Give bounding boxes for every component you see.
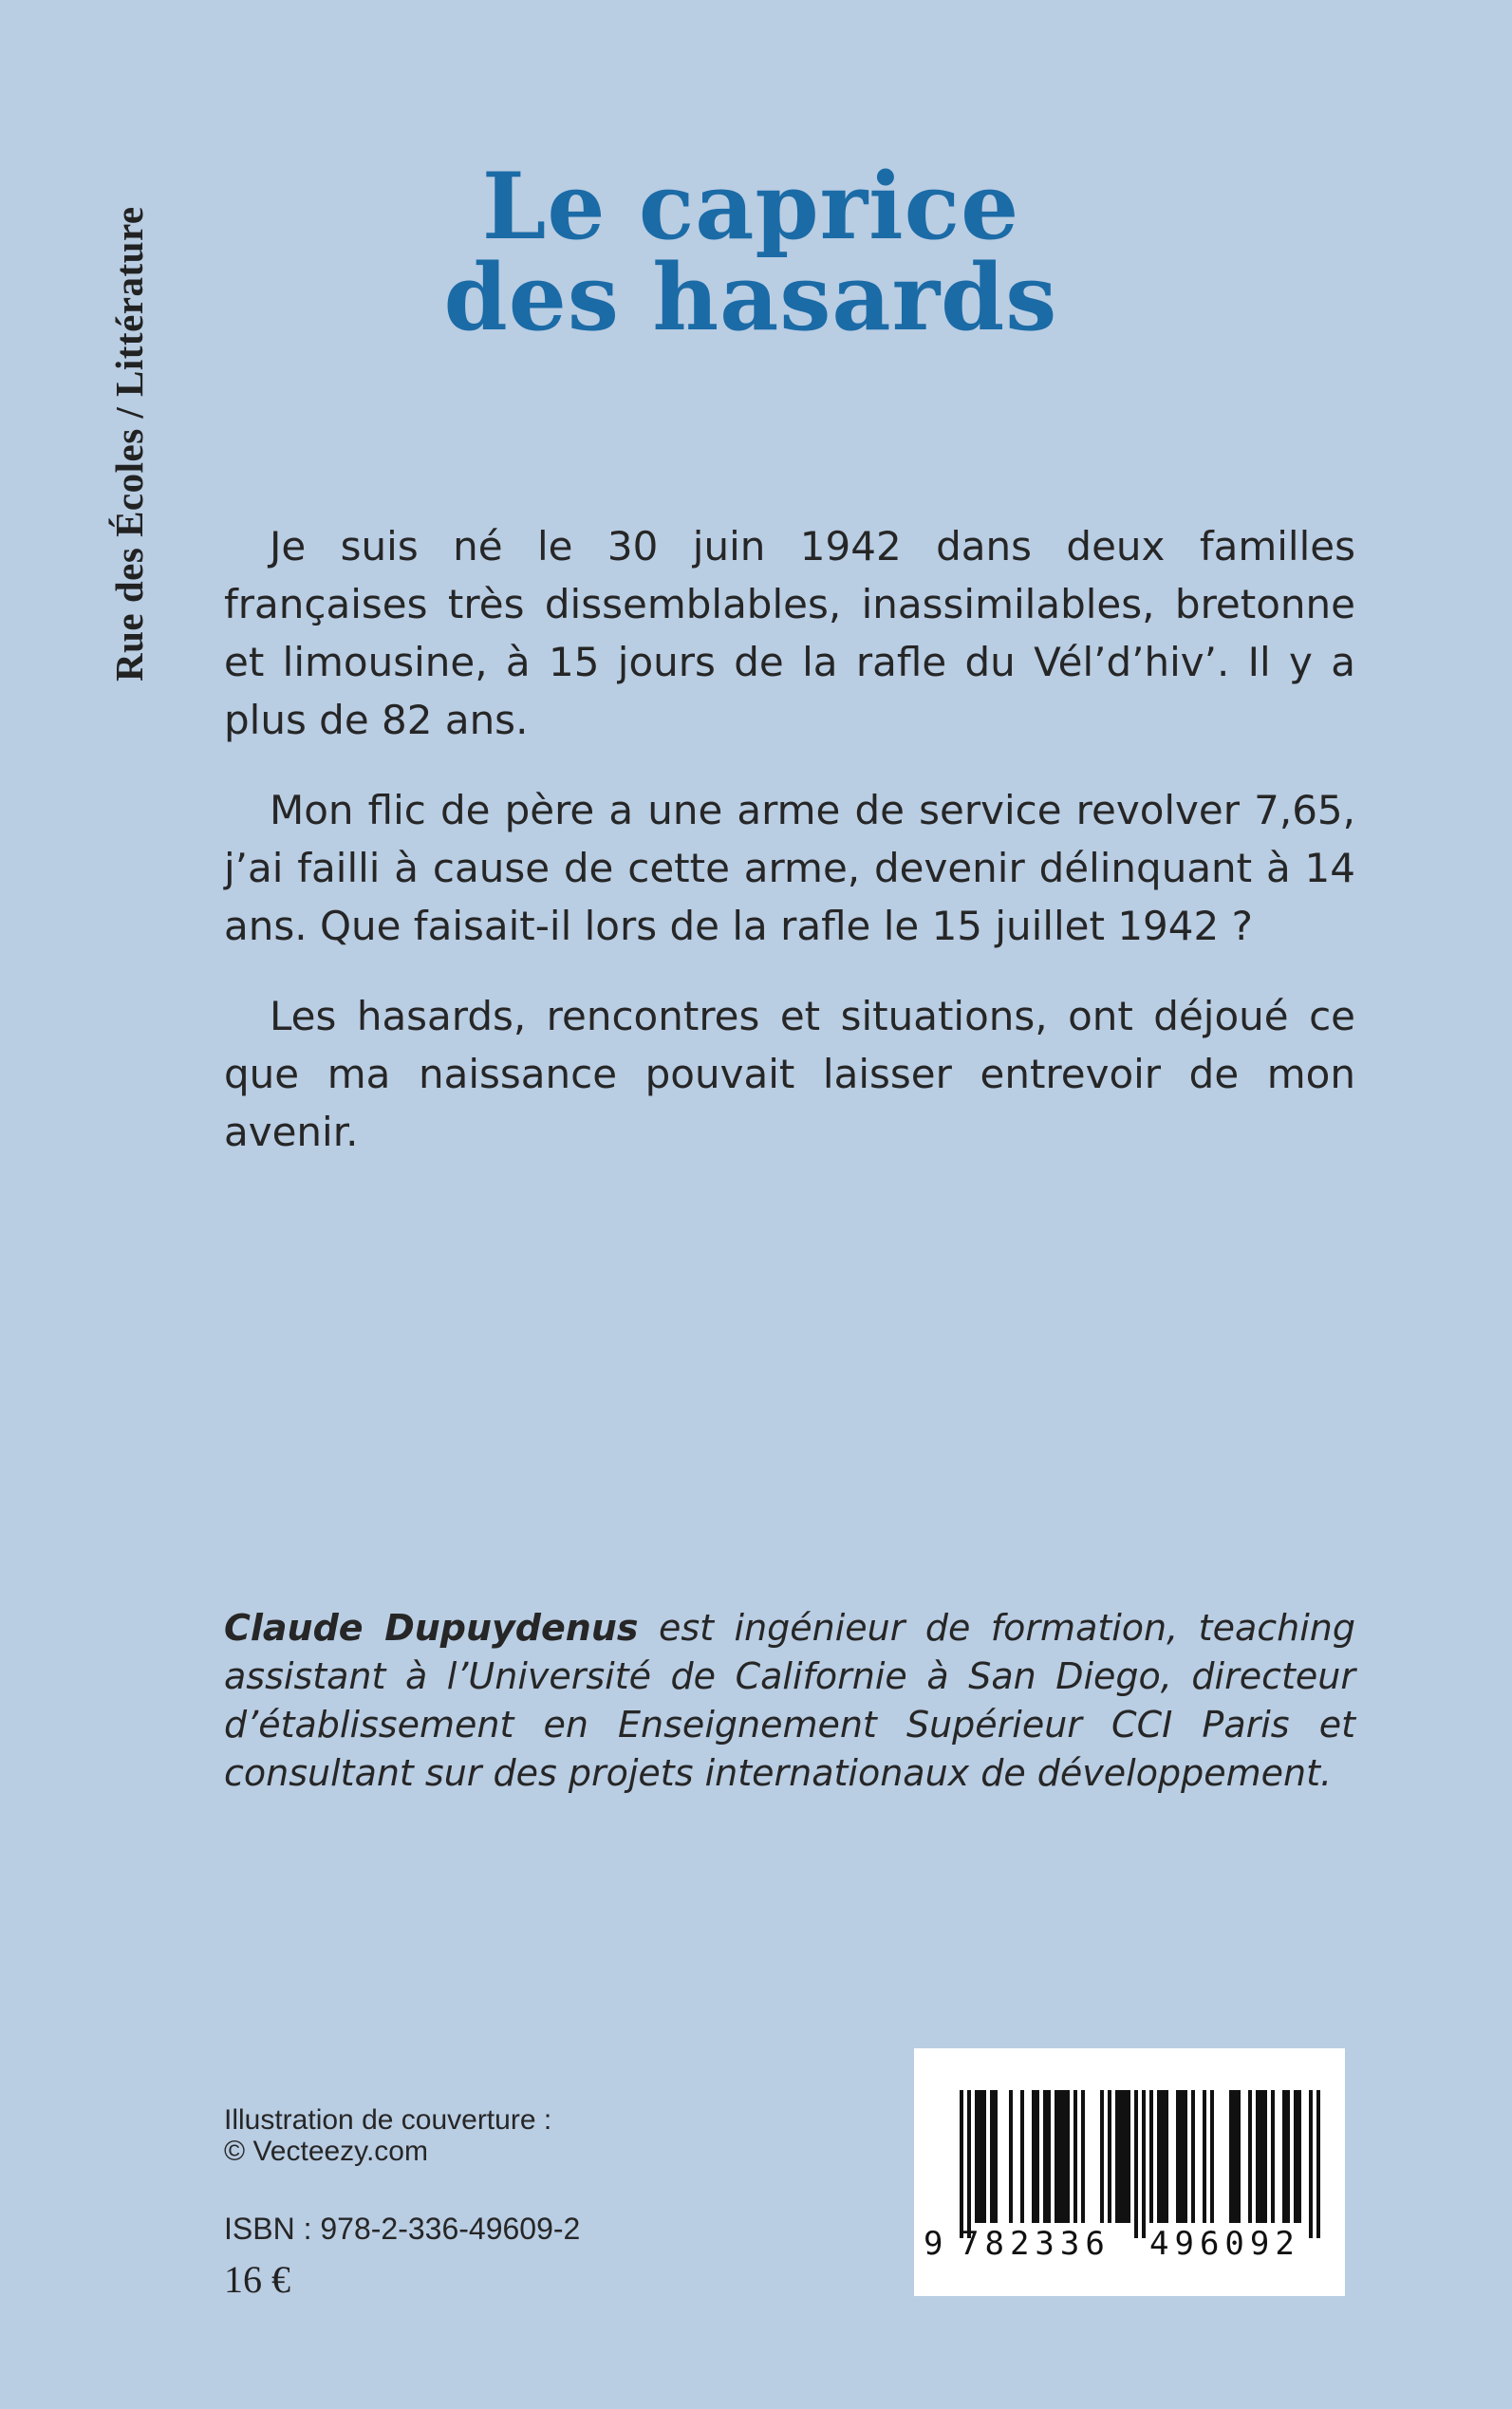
barcode-bar xyxy=(1134,2090,1138,2238)
barcode-bar xyxy=(1294,2090,1297,2223)
barcode-bar xyxy=(1043,2090,1047,2223)
barcode-bar xyxy=(1123,2090,1127,2223)
barcode-bar xyxy=(994,2090,998,2223)
barcode-bar xyxy=(1191,2090,1195,2223)
barcode-bar xyxy=(1081,2090,1085,2223)
barcode-right-digits: 496092 xyxy=(1149,2225,1300,2263)
cover-credit-source: © Vecteezy.com xyxy=(224,2136,428,2167)
barcode-bar xyxy=(1142,2090,1146,2238)
barcode-bar xyxy=(1062,2090,1066,2223)
barcode-bar xyxy=(1256,2090,1260,2223)
blurb-paragraph: Mon flic de père a une arme de service revolver 7,65, j’ai failli à cause de cette arme, devenir délinquant à 14 ans. Que faisait-il lors de la rafle le 15 juillet 1942 ? xyxy=(224,787,1355,949)
barcode-lead-digit: 9 xyxy=(924,2225,943,2263)
barcode-bar xyxy=(1047,2090,1051,2223)
barcode-bar xyxy=(982,2090,986,2223)
book-title-line-1: Le caprice xyxy=(481,153,1020,260)
barcode-bar xyxy=(1263,2090,1267,2223)
barcode-bar xyxy=(1316,2090,1320,2238)
barcode-bar xyxy=(1100,2090,1104,2223)
author-name: Claude Dupuydenus xyxy=(224,1607,639,1649)
barcode-bar xyxy=(1309,2090,1313,2238)
barcode-bar xyxy=(1233,2090,1237,2223)
barcode-bar xyxy=(967,2090,971,2238)
barcode-bar xyxy=(960,2090,963,2238)
isbn: ISBN : 978-2-336-49609-2 xyxy=(224,2212,581,2246)
barcode-bar xyxy=(990,2090,994,2223)
book-title xyxy=(224,153,1278,351)
price: 16 € xyxy=(224,2258,290,2301)
barcode-bar xyxy=(1203,2090,1206,2223)
barcode-bar xyxy=(1286,2090,1290,2223)
barcode-bar xyxy=(1108,2090,1111,2223)
barcode-bar xyxy=(1297,2090,1301,2223)
barcode-bar xyxy=(1210,2090,1214,2223)
cover-credit xyxy=(224,2104,551,2167)
author-bio-text: est ingénieur de formation, teaching assistant à l’Université de Californie à San Diego, directeur d’établissement en Enseignement Supérieur CCI Paris et consultant sur des projets internationaux de développement. xyxy=(224,1607,1355,1794)
barcode-bar xyxy=(1032,2090,1036,2223)
blurb-paragraph: Les hasards, rencontres et situations, ont déjoué ce que ma naissance pouvait laisser entrevoir de mon avenir. xyxy=(224,993,1355,1155)
barcode-bar xyxy=(1058,2090,1062,2223)
barcode-bar xyxy=(1237,2090,1241,2223)
barcode-bar xyxy=(1066,2090,1070,2223)
barcode-bar xyxy=(1055,2090,1058,2223)
barcode-bar xyxy=(979,2090,982,2223)
barcode-bar xyxy=(1020,2090,1024,2223)
barcode-bar xyxy=(1165,2090,1168,2223)
barcode-bar xyxy=(1282,2090,1286,2223)
barcode-bar xyxy=(1260,2090,1263,2223)
barcode-bar xyxy=(1119,2090,1123,2223)
barcode-bar xyxy=(1184,2090,1187,2223)
barcode-bar xyxy=(1036,2090,1039,2223)
barcode-bar xyxy=(1115,2090,1119,2223)
blurb-paragraph: Je suis né le 30 juin 1942 dans deux familles françaises très dissemblables, inassimilables, bretonne et limousine, à 15 jours de la rafle du Vél’d’hiv’. Il y a plus de 82 ans. xyxy=(224,523,1355,743)
barcode-bar xyxy=(975,2090,979,2223)
barcode-bar xyxy=(1161,2090,1165,2223)
barcode-bar xyxy=(1157,2090,1161,2223)
barcode xyxy=(914,2048,1345,2296)
barcode-bar xyxy=(1073,2090,1077,2223)
barcode-bar xyxy=(1248,2090,1252,2223)
barcode-bar xyxy=(1149,2090,1153,2223)
author-bio xyxy=(224,1604,1355,1798)
barcode-left-digits: 782336 xyxy=(960,2225,1111,2263)
barcode-bar xyxy=(1180,2090,1184,2223)
book-title-line-2: des hasards xyxy=(443,244,1058,351)
barcode-bar xyxy=(1009,2090,1013,2223)
blurb xyxy=(224,517,1355,1193)
series-label: Rue des Écoles / Littérature xyxy=(107,206,151,682)
barcode-bar xyxy=(1229,2090,1233,2223)
cover-credit-label: Illustration de couverture : xyxy=(224,2104,552,2136)
barcode-bar xyxy=(1271,2090,1275,2223)
barcode-bar xyxy=(1176,2090,1180,2223)
barcode-bar xyxy=(1127,2090,1130,2223)
